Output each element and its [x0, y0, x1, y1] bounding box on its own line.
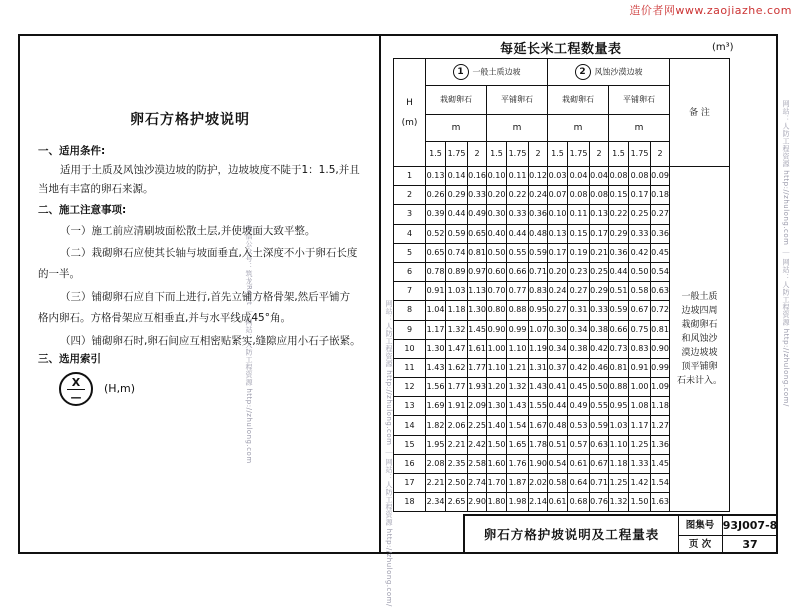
section-1-line-1: 适用于土质及风蚀沙漠边坡的防护，边坡坡度不陡于1：1.5,并且 [60, 164, 360, 176]
quantity-cell: 0.90 [651, 339, 670, 358]
quantity-cell: 0.41 [548, 378, 568, 397]
quantity-cell: 0.17 [548, 243, 568, 262]
quantity-cell: 1.32 [446, 320, 468, 339]
remark-line: 栽砌卵石 [681, 320, 718, 331]
quantity-cell: 0.40 [487, 224, 507, 243]
quantity-cell: 0.10 [548, 205, 568, 224]
quantity-cell: 1.10 [507, 339, 529, 358]
quantity-cell: 0.65 [468, 224, 487, 243]
center-divider [379, 34, 381, 554]
quantity-cell: 0.51 [548, 435, 568, 454]
m-header: m [487, 115, 548, 142]
quantity-cell: 1.27 [651, 416, 670, 435]
slope-header: 1.75 [568, 142, 590, 167]
table-title: 每延长米工程数量表 [500, 42, 622, 57]
group-2-header: 2 风蚀沙漠边坡 [548, 59, 670, 86]
quantity-cell: 1.61 [468, 339, 487, 358]
quantity-cell: 0.42 [629, 243, 651, 262]
quantity-cell: 0.90 [487, 320, 507, 339]
quantity-cell: 0.29 [446, 186, 468, 205]
h-value: 2 [394, 186, 426, 205]
quantity-cell: 0.95 [529, 301, 548, 320]
quantity-cell: 0.12 [529, 167, 548, 186]
quantity-cell: 1.00 [487, 339, 507, 358]
side-watermark-right: 网站：人防工程资源 http://zhulong.com ｜ 网站：人防工程资源 http://zhulong.com/ [782, 100, 790, 407]
h-value: 3 [394, 205, 426, 224]
quantity-cell: 1.33 [629, 454, 651, 473]
quantity-cell: 1.93 [468, 378, 487, 397]
item-3-line-1: （三）铺砌卵石应自下而上进行,首先立铺方格骨架,然后平铺方 [60, 291, 351, 303]
quantity-cell: 0.08 [590, 186, 609, 205]
item-3-line-2: 格内卵石。方格骨架应互相垂直,并与水平线成45°角。 [38, 312, 291, 324]
quantity-cell: 0.37 [548, 358, 568, 377]
quantity-cell: 1.17 [629, 416, 651, 435]
quantity-cell: 0.81 [651, 320, 670, 339]
quantity-cell: 0.27 [548, 301, 568, 320]
quantity-cell: 1.40 [487, 416, 507, 435]
quantity-cell: 0.45 [568, 378, 590, 397]
quantity-cell: 1.77 [446, 378, 468, 397]
quantity-cell: 1.95 [426, 435, 446, 454]
quantity-cell: 0.11 [568, 205, 590, 224]
quantity-cell: 1.31 [529, 358, 548, 377]
quantity-cell: 2.50 [446, 474, 468, 493]
quantity-cell: 0.08 [568, 186, 590, 205]
quantity-cell: 0.27 [568, 282, 590, 301]
remark-line: 漠边坡坡 [681, 348, 718, 359]
quantity-cell: 0.51 [609, 282, 629, 301]
quantity-cell: 0.44 [507, 224, 529, 243]
m-header: m [548, 115, 609, 142]
quantity-cell: 0.36 [651, 224, 670, 243]
group-1-number: 1 [453, 64, 469, 80]
quantity-cell: 2.35 [446, 454, 468, 473]
slope-header: 2 [651, 142, 670, 167]
h-value: 1 [394, 167, 426, 186]
item-1: （一）施工前应清刷坡面松散土层,并使坡面大致平整。 [60, 225, 316, 237]
quantity-cell: 2.90 [468, 493, 487, 512]
quantity-cell: 0.45 [651, 243, 670, 262]
quantity-cell: 0.44 [609, 262, 629, 281]
quantity-cell: 0.22 [507, 186, 529, 205]
quantity-cell: 1.45 [651, 454, 670, 473]
quantity-cell: 0.38 [568, 339, 590, 358]
quantity-cell: 1.67 [529, 416, 548, 435]
quantity-table [393, 58, 730, 512]
quantity-cell: 0.25 [590, 262, 609, 281]
quantity-cell: 0.95 [609, 397, 629, 416]
quantity-cell: 0.29 [590, 282, 609, 301]
quantity-cell: 1.70 [487, 474, 507, 493]
quantity-cell: 0.68 [568, 493, 590, 512]
quantity-cell: 1.36 [651, 435, 670, 454]
quantity-cell: 0.91 [629, 358, 651, 377]
quantity-cell: 0.81 [609, 358, 629, 377]
h-value: 4 [394, 224, 426, 243]
quantity-cell: 1.25 [609, 474, 629, 493]
quantity-cell: 1.32 [609, 493, 629, 512]
quantity-cell: 0.52 [426, 224, 446, 243]
instructions-title: 卵石方格护坡说明 [130, 112, 250, 128]
h-value: 17 [394, 474, 426, 493]
quantity-cell: 1.43 [426, 358, 446, 377]
quantity-cell: 0.29 [609, 224, 629, 243]
quantity-cell: 0.75 [629, 320, 651, 339]
quantity-cell: 1.09 [651, 378, 670, 397]
quantity-cell: 0.89 [446, 262, 468, 281]
quantity-cell: 1.13 [468, 282, 487, 301]
quantity-cell: 1.62 [446, 358, 468, 377]
quantity-cell: 0.20 [548, 262, 568, 281]
quantity-cell: 1.00 [629, 378, 651, 397]
quantity-cell: 2.42 [468, 435, 487, 454]
quantity-cell: 1.80 [487, 493, 507, 512]
quantity-cell: 0.13 [426, 167, 446, 186]
quantity-cell: 2.74 [468, 474, 487, 493]
quantity-cell: 0.74 [446, 243, 468, 262]
quantity-cell: 0.04 [590, 167, 609, 186]
h-value: 8 [394, 301, 426, 320]
quantity-cell: 0.59 [609, 301, 629, 320]
h-value: 6 [394, 262, 426, 281]
quantity-cell: 0.30 [548, 320, 568, 339]
quantity-cell: 1.10 [487, 358, 507, 377]
quantity-cell: 0.21 [590, 243, 609, 262]
quantity-cell: 0.48 [529, 224, 548, 243]
title-block [463, 514, 778, 554]
quantity-cell: 1.55 [529, 397, 548, 416]
section-2-heading: 二、施工注意事项: [38, 204, 127, 216]
quantity-cell: 1.32 [507, 378, 529, 397]
table-unit: (m³) [712, 42, 734, 53]
quantity-cell: 1.76 [507, 454, 529, 473]
quantity-cell: 0.58 [548, 474, 568, 493]
quantity-cell: 1.18 [446, 301, 468, 320]
quantity-cell: 1.03 [609, 416, 629, 435]
group-2-number: 2 [575, 64, 591, 80]
quantity-cell: 1.90 [529, 454, 548, 473]
index-top: X [71, 376, 81, 389]
quantity-cell: 0.34 [548, 339, 568, 358]
h-value: 9 [394, 320, 426, 339]
quantity-cell: 0.17 [590, 224, 609, 243]
sub-header: 平铺卵石 [487, 86, 548, 115]
remark-header: 备 注 [670, 59, 730, 167]
h-header: H (m) [394, 59, 426, 167]
remark-line: 边坡四周 [681, 306, 718, 317]
quantity-cell: 2.21 [446, 435, 468, 454]
quantity-cell: 0.73 [609, 339, 629, 358]
page-value: 37 [742, 538, 758, 551]
quantity-cell: 0.49 [568, 397, 590, 416]
quantity-cell: 0.70 [487, 282, 507, 301]
quantity-cell: 0.66 [507, 262, 529, 281]
quantity-cell: 0.99 [507, 320, 529, 339]
group-1-header: 1 一般土质边坡 [426, 59, 548, 86]
quantity-cell: 1.30 [487, 397, 507, 416]
quantity-cell: 1.43 [507, 397, 529, 416]
slope-header: 1.5 [426, 142, 446, 167]
quantity-cell: 2.25 [468, 416, 487, 435]
quantity-cell: 0.60 [487, 262, 507, 281]
quantity-cell: 0.15 [568, 224, 590, 243]
quantity-cell: 0.39 [426, 205, 446, 224]
quantity-cell: 0.59 [529, 243, 548, 262]
quantity-cell: 2.21 [426, 474, 446, 493]
quantity-cell: 1.60 [487, 454, 507, 473]
quantity-cell: 1.91 [446, 397, 468, 416]
quantity-cell: 1.20 [487, 378, 507, 397]
quantity-cell: 1.98 [507, 493, 529, 512]
quantity-cell: 1.54 [651, 474, 670, 493]
quantity-cell: 0.53 [568, 416, 590, 435]
sub-header: 栽砌卵石 [548, 86, 609, 115]
quantity-cell: 0.91 [426, 282, 446, 301]
quantity-cell: 0.11 [507, 167, 529, 186]
remark-line: 石未计入。 [676, 376, 722, 387]
quantity-cell: 1.25 [629, 435, 651, 454]
quantity-cell: 0.59 [446, 224, 468, 243]
quantity-cell: 1.19 [529, 339, 548, 358]
h-value: 5 [394, 243, 426, 262]
page-label: 页 次 [678, 535, 723, 554]
quantity-cell: 1.56 [426, 378, 446, 397]
quantity-cell: 0.50 [629, 262, 651, 281]
quantity-cell: 1.82 [426, 416, 446, 435]
index-bottom: — [70, 391, 82, 404]
quantity-cell: 0.27 [651, 205, 670, 224]
side-watermark-middle: 网站：人防工程资源 http://zhulong.com ｜ 网站：人防工程资源 http://zhulong.com/ [385, 300, 393, 607]
quantity-cell: 0.59 [590, 416, 609, 435]
slope-header: 2 [529, 142, 548, 167]
quantity-cell: 0.31 [568, 301, 590, 320]
quantity-cell: 0.20 [487, 186, 507, 205]
quantity-cell: 0.44 [548, 397, 568, 416]
quantity-cell: 1.63 [651, 493, 670, 512]
quantity-cell: 1.21 [507, 358, 529, 377]
quantity-cell: 0.88 [609, 378, 629, 397]
item-4: （四）铺砌卵石时,卵石间应互相密贴紧实,缝隙应用小石子嵌紧。 [60, 335, 361, 347]
slope-header: 1.75 [629, 142, 651, 167]
quantity-cell: 0.30 [487, 205, 507, 224]
quantity-cell: 0.61 [568, 454, 590, 473]
atlas-label: 图集号 [678, 516, 723, 535]
quantity-cell: 0.13 [590, 205, 609, 224]
quantity-cell: 0.24 [529, 186, 548, 205]
quantity-cell: 1.87 [507, 474, 529, 493]
h-value: 10 [394, 339, 426, 358]
quantity-cell: 0.66 [609, 320, 629, 339]
slope-header: 2 [468, 142, 487, 167]
quantity-cell: 0.08 [629, 167, 651, 186]
quantity-cell: 0.36 [529, 205, 548, 224]
remark-cell [670, 167, 730, 512]
h-value: 14 [394, 416, 426, 435]
quantity-cell: 0.16 [468, 167, 487, 186]
section-1-heading: 一、适用条件: [38, 145, 106, 157]
m-header: m [609, 115, 670, 142]
quantity-cell: 1.42 [629, 474, 651, 493]
quantity-cell: 0.42 [568, 358, 590, 377]
quantity-cell: 2.14 [529, 493, 548, 512]
quantity-cell: 1.77 [468, 358, 487, 377]
quantity-cell: 0.57 [568, 435, 590, 454]
quantity-cell: 0.81 [468, 243, 487, 262]
quantity-cell: 0.34 [568, 320, 590, 339]
quantity-cell: 2.65 [446, 493, 468, 512]
sub-header: 栽砌卵石 [426, 86, 487, 115]
quantity-cell: 0.61 [548, 493, 568, 512]
quantity-cell: 1.04 [426, 301, 446, 320]
sub-header: 平铺卵石 [609, 86, 670, 115]
quantity-cell: 1.17 [426, 320, 446, 339]
quantity-cell: 0.42 [590, 339, 609, 358]
quantity-cell: 0.97 [468, 262, 487, 281]
quantity-cell: 0.63 [590, 435, 609, 454]
quantity-cell: 0.77 [507, 282, 529, 301]
quantity-cell: 1.10 [609, 435, 629, 454]
quantity-cell: 0.46 [590, 358, 609, 377]
quantity-cell: 1.07 [529, 320, 548, 339]
quantity-cell: 0.36 [609, 243, 629, 262]
quantity-cell: 0.50 [590, 378, 609, 397]
item-2-line-1: （二）栽砌卵石应使其长轴与坡面垂直,入土深度不小于卵石长度 [60, 247, 358, 259]
h-value: 7 [394, 282, 426, 301]
h-value: 18 [394, 493, 426, 512]
quantity-cell: 1.69 [426, 397, 446, 416]
index-symbol [59, 372, 93, 406]
quantity-cell: 1.65 [507, 435, 529, 454]
quantity-cell: 0.88 [507, 301, 529, 320]
quantity-cell: 0.65 [426, 243, 446, 262]
quantity-cell: 0.63 [651, 282, 670, 301]
quantity-cell: 0.25 [629, 205, 651, 224]
table-row [394, 167, 730, 186]
quantity-cell: 0.55 [590, 397, 609, 416]
quantity-cell: 1.30 [468, 301, 487, 320]
quantity-cell: 0.83 [529, 282, 548, 301]
section-1-line-2: 当地有丰富的卵石来源。 [38, 183, 154, 195]
quantity-cell: 2.02 [529, 474, 548, 493]
remark-line: 和风蚀沙 [681, 334, 718, 345]
quantity-cell: 0.83 [629, 339, 651, 358]
quantity-cell: 0.04 [568, 167, 590, 186]
quantity-cell: 0.03 [548, 167, 568, 186]
quantity-cell: 0.50 [487, 243, 507, 262]
quantity-cell: 0.22 [609, 205, 629, 224]
slope-header: 1.5 [487, 142, 507, 167]
h-value: 12 [394, 378, 426, 397]
quantity-cell: 0.38 [590, 320, 609, 339]
quantity-cell: 0.33 [507, 205, 529, 224]
quantity-cell: 0.15 [609, 186, 629, 205]
h-value: 15 [394, 435, 426, 454]
quantity-cell: 1.43 [529, 378, 548, 397]
atlas-value: 93J007-8 [722, 519, 778, 532]
slope-header: 2 [590, 142, 609, 167]
quantity-cell: 1.18 [609, 454, 629, 473]
quantity-cell: 0.54 [548, 454, 568, 473]
item-2-line-2: 的一半。 [38, 268, 80, 280]
side-watermark-left: 微信公众号：筑龙Revit ｜ 网站：人防工程资源 http://zhulong.com [245, 225, 253, 464]
quantity-cell: 1.30 [426, 339, 446, 358]
slope-header: 1.5 [609, 142, 629, 167]
quantity-cell: 0.72 [651, 301, 670, 320]
quantity-cell: 1.78 [529, 435, 548, 454]
quantity-cell: 0.13 [548, 224, 568, 243]
quantity-cell: 0.08 [609, 167, 629, 186]
slope-header: 1.75 [507, 142, 529, 167]
quantity-cell: 1.47 [446, 339, 468, 358]
quantity-cell: 0.49 [468, 205, 487, 224]
quantity-cell: 2.06 [446, 416, 468, 435]
quantity-cell: 0.24 [548, 282, 568, 301]
quantity-cell: 0.17 [629, 186, 651, 205]
quantity-cell: 0.78 [426, 262, 446, 281]
remark-line: 一般土质 [681, 292, 718, 303]
quantity-cell: 0.09 [651, 167, 670, 186]
quantity-cell: 0.18 [651, 186, 670, 205]
quantity-cell: 0.58 [629, 282, 651, 301]
quantity-cell: 0.64 [568, 474, 590, 493]
drawing-name: 卵石方格护坡说明及工程量表 [465, 516, 679, 554]
quantity-cell: 1.54 [507, 416, 529, 435]
quantity-cell: 1.08 [629, 397, 651, 416]
quantity-cell: 0.33 [590, 301, 609, 320]
quantity-cell: 1.45 [468, 320, 487, 339]
quantity-cell: 2.09 [468, 397, 487, 416]
h-value: 13 [394, 397, 426, 416]
quantity-cell: 2.08 [426, 454, 446, 473]
quantity-cell: 0.19 [568, 243, 590, 262]
quantity-cell: 0.10 [487, 167, 507, 186]
quantity-cell: 0.67 [629, 301, 651, 320]
quantity-cell: 1.50 [487, 435, 507, 454]
section-3-heading: 三、选用索引 [38, 353, 101, 365]
quantity-cell: 2.34 [426, 493, 446, 512]
quantity-cell: 0.76 [590, 493, 609, 512]
quantity-cell: 0.23 [568, 262, 590, 281]
quantity-cell: 0.48 [548, 416, 568, 435]
m-header: m [426, 115, 487, 142]
quantity-cell: 0.71 [529, 262, 548, 281]
quantity-cell: 0.07 [548, 186, 568, 205]
quantity-cell: 0.44 [446, 205, 468, 224]
quantity-cell: 1.50 [629, 493, 651, 512]
slope-header: 1.75 [446, 142, 468, 167]
quantity-cell: 0.33 [468, 186, 487, 205]
index-label: (H,m) [104, 382, 136, 395]
quantity-cell: 0.99 [651, 358, 670, 377]
quantity-cell: 0.55 [507, 243, 529, 262]
site-watermark: 造价者网www.zaojiazhe.com [629, 4, 792, 17]
quantity-cell: 0.71 [590, 474, 609, 493]
quantity-cell: 0.80 [487, 301, 507, 320]
quantity-cell: 1.03 [446, 282, 468, 301]
h-value: 16 [394, 454, 426, 473]
slope-header: 1.5 [548, 142, 568, 167]
quantity-cell: 0.14 [446, 167, 468, 186]
quantity-cell: 0.54 [651, 262, 670, 281]
quantity-cell: 0.33 [629, 224, 651, 243]
quantity-cell: 0.26 [426, 186, 446, 205]
quantity-cell: 1.18 [651, 397, 670, 416]
quantity-cell: 2.58 [468, 454, 487, 473]
quantity-cell: 0.67 [590, 454, 609, 473]
remark-line: 顶平铺卵 [681, 362, 718, 373]
h-value: 11 [394, 358, 426, 377]
